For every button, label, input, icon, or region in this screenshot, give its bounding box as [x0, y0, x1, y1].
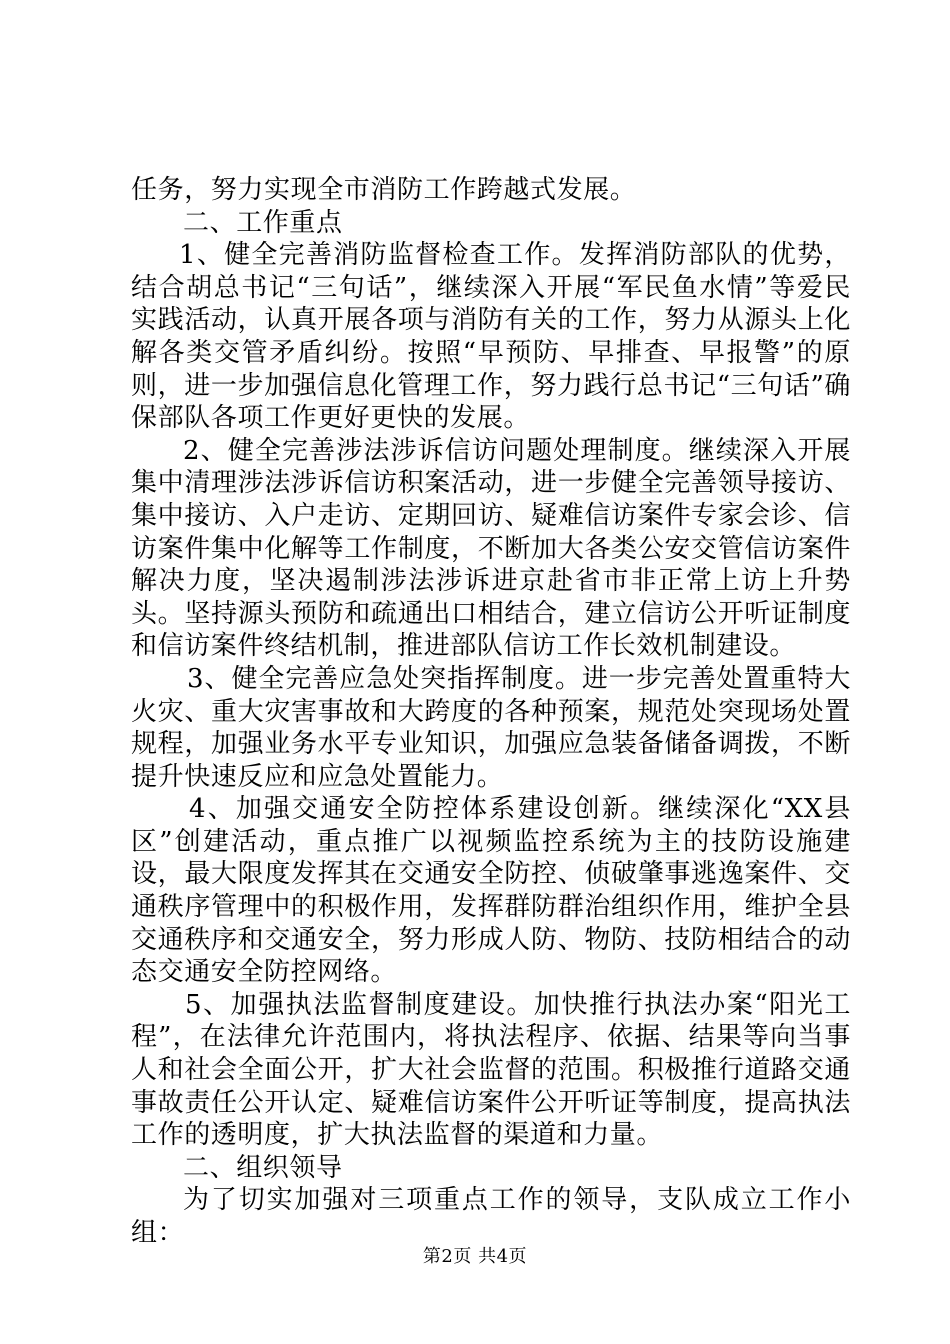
paragraph-item-3: 3、健全完善应急处突指挥制度。进一步完善处置重特大火灾、重大灾害事故和大跨度的各种预案，规范处突现场处置规程，加强业务水平专业知识，加强应急装备储备调拨，不断提升快速反应和应急处置能力。 — [131, 663, 851, 792]
section-heading-organization: 二、组织领导 — [183, 1152, 343, 1183]
paragraph-item-4: 4、加强交通安全防控体系建设创新。继续深化“XX县区”创建活动，重点推广以视频监控系统为主的技防设施建设，最大限度发挥其在交通安全防控、侦破肇事逃逸案件、交通秩序管理中的积极作用，发挥群防群治组织作用，维护全县交通秩序和交通安全，努力形成人防、物防、技防相结合的动态交通安全防控网络。 — [131, 794, 851, 988]
section-heading-work-focus: 二、工作重点 — [183, 207, 343, 238]
paragraph-organization-intro: 为了切实加强对三项重点工作的领导，支队成立工作小组： — [131, 1185, 851, 1248]
paragraph-item-2: 2、健全完善涉法涉诉信访问题处理制度。继续深入开展集中清理涉法涉诉信访积案活动，进一步健全完善领导接访、集中接访、入户走访、定期回访、疑难信访案件专家会诊、信访案件集中化解等工作制度，不断加大各类公安交管信访案件解决力度，坚决遏制涉法涉诉进京赴省市非正常上访上升势头。坚持源头预防和疏通出口相结合，建立信访公开听证制度和信访案件终结机制，推进部队信访工作长效机制建设。 — [131, 435, 851, 662]
paragraph-continuation: 任务，努力实现全市消防工作跨越式发展。 — [131, 175, 637, 205]
document-body — [131, 174, 851, 1250]
paragraph-item-5: 5、加强执法监督制度建设。加快推行执法办案“阳光工程”，在法律允许范围内，将执法程序、依据、结果等向当事人和社会全面公开，扩大社会监督的范围。积极推行道路交通事故责任公开认定、疑难信访案件公开听证等制度，提高执法工作的透明度，扩大执法监督的渠道和力量。 — [131, 989, 851, 1151]
paragraph-item-1: 1、健全完善消防监督检查工作。发挥消防部队的优势，结合胡总书记“三句话”，继续深入开展“军民鱼水情”等爱民实践活动，认真开展各项与消防有关的工作，努力从源头上化解各类交管矛盾纠纷。按照“早预防、早排查、早报警”的原则，进一步加强信息化管理工作，努力践行总书记“三句话”确保部队各项工作更好更快的发展。 — [131, 240, 851, 434]
page-number-footer: 第2页 共4页 — [422, 1246, 528, 1267]
